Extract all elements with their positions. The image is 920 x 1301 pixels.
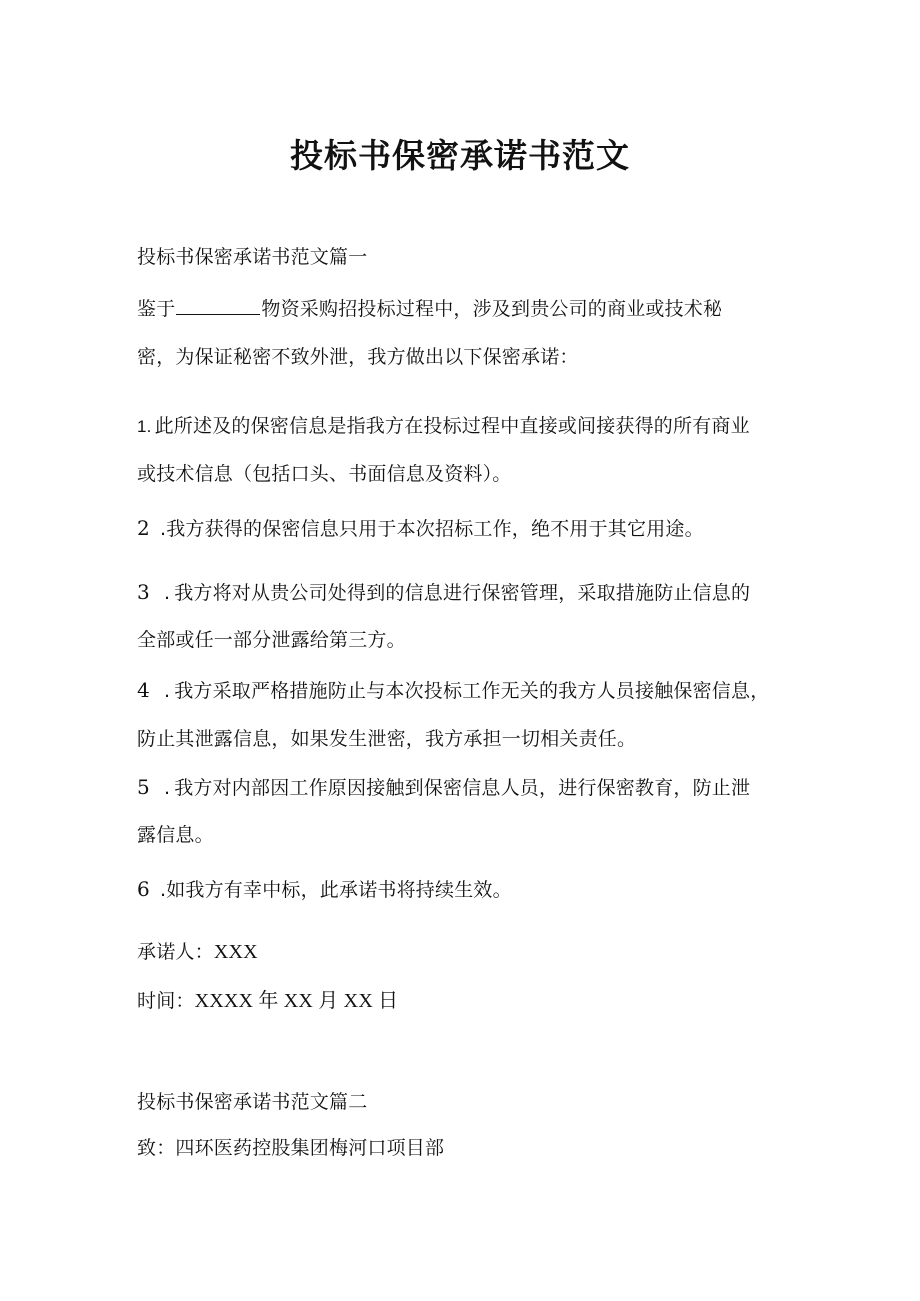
item-4-text: 我方采取严格措施防止与本次投标工作无关的我方人员接触保密信息， <box>174 680 770 702</box>
item-1-sep: . <box>146 417 152 436</box>
item-2-sep: . <box>159 518 167 540</box>
item-1-line-1 <box>137 414 750 439</box>
item-2-number: 2 <box>137 516 150 540</box>
item-4-line-1 <box>137 678 769 703</box>
item-4-sep: . <box>163 680 171 702</box>
item-5-sep: . <box>163 777 171 799</box>
time-label: 时间： <box>137 990 195 1012</box>
intro-prefix: 鉴于 <box>137 298 176 320</box>
section1-heading: 投标书保密承诺书范文篇一 <box>137 246 368 268</box>
time-line <box>137 989 398 1013</box>
item-4-number: 4 <box>137 678 150 702</box>
item-2-line-1 <box>137 516 704 541</box>
item-6-sep: . <box>159 879 167 901</box>
intro-line-1 <box>137 297 722 321</box>
signer-label: 承诺人： <box>137 941 214 963</box>
document-title: 投标书保密承诺书范文 <box>290 136 630 175</box>
item-3-line-1 <box>137 580 750 605</box>
intro-line-2: 密，为保证秘密不致外泄，我方做出以下保密承诺： <box>137 346 579 368</box>
section2-to-line: 致：四环医药控股集团梅河口项目部 <box>137 1137 445 1159</box>
item-1-number: 1 <box>137 417 147 436</box>
item-1-line-2: 或技术信息（包括口头、书面信息及资料）。 <box>137 463 512 485</box>
section2-heading: 投标书保密承诺书范文篇二 <box>137 1091 368 1113</box>
item-5-line-2: 露信息。 <box>137 824 214 846</box>
item-6-text: 如我方有幸中标，此承诺书将持续生效。 <box>166 879 512 901</box>
item-3-text: 我方将对从贵公司处得到的信息进行保密管理，采取措施防止信息的 <box>174 582 751 604</box>
item-1-text: 此所述及的保密信息是指我方在投标过程中直接或间接获得的所有商业 <box>154 415 750 437</box>
item-6-number: 6 <box>137 877 150 901</box>
item-5-number: 5 <box>137 775 150 799</box>
item-3-number: 3 <box>137 580 150 604</box>
item-5-text: 我方对内部因工作原因接触到保密信息人员，进行保密教育，防止泄 <box>174 777 751 799</box>
signer-value: XXX <box>213 941 258 963</box>
time-value: XXXX 年 XX 月 XX 日 <box>194 990 399 1012</box>
item-4-line-2: 防止其泄露信息，如果发生泄密，我方承担一切相关责任。 <box>137 728 637 750</box>
signer-line <box>137 940 258 964</box>
item-3-line-2: 全部或任一部分泄露给第三方。 <box>137 629 406 651</box>
item-2-text: 我方获得的保密信息只用于本次招标工作，绝不用于其它用途。 <box>166 518 704 540</box>
intro-blank <box>176 298 260 315</box>
item-3-sep: . <box>163 582 171 604</box>
item-6-line-1 <box>137 877 512 902</box>
intro-rest: 物资采购招投标过程中，涉及到贵公司的商业或技术秘 <box>261 298 723 320</box>
item-5-line-1 <box>137 775 750 800</box>
